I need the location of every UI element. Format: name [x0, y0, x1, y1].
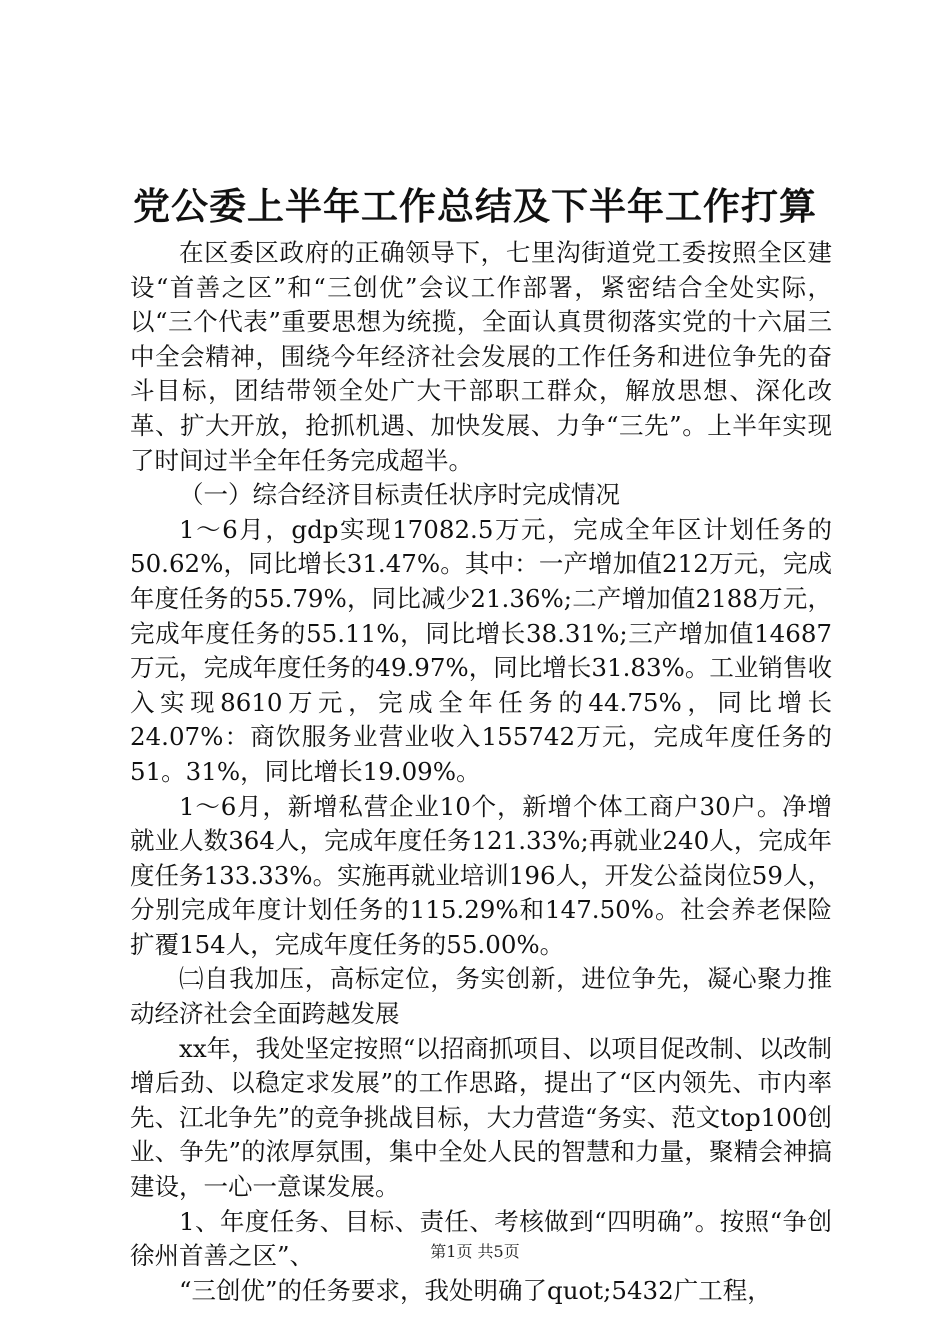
paragraph-economy: 1～6月，gdp实现17082.5万元，完成全年区计划任务的50.62%，同比增长31.47%。其中：一产增加值212万元，完成年度任务的55.79%，同比减少21.36%;二产增加值2188万元，完成年度任务的55.11%，同比增长38.31%;三产增加值14687万元，完成年度任务的49.97%，同比增长31.83%。工业销售收入实现8610万元，完成全年任务的44.75%，同比增长24.07%：商饮服务业营业收入155742万元，完成年度任务的51。31%，同比增长19.09%。 — [130, 514, 832, 786]
paragraph-tasks-cont: “三创优”的任务要求，我处明确了quot;5432广工程， — [179, 1275, 772, 1305]
paragraph-intro: 在区委区政府的正确领导下，七里沟街道党工委按照全区建设“首善之区”和“三创优”会议工作部署，紧密结合全处实际，以“三个代表”重要思想为统揽，全面认真贯彻落实党的十六届三中全会精神，围绕今年经济社会发展的工作任务和进位争先的奋斗目标，团结带领全处广大干部职工群众，解放思想、深化改革、扩大开放，抢抓机遇、加快发展、力争“三先”。上半年实现了时间过半全年任务完成超半。 — [130, 238, 832, 475]
document-title: 党公委上半年工作总结及下半年工作打算 — [133, 184, 817, 228]
paragraph-tasks: 1、年度任务、目标、责任、考核做到“四明确”。按照“争创徐州首善之区”、 — [130, 1206, 832, 1271]
paragraph-strategy: xx年，我处坚定按照“以招商抓项目、以项目促改制、以改制增后劲、以稳定求发展”的工作思路，提出了“区内领先、市内率先、江北争先”的竞争挑战目标，大力营造“务实、范文top100创业、争先”的浓厚氛围，集中全处人民的智慧和力量，聚精会神搞建设，一心一意谋发展。 — [130, 1033, 832, 1202]
page-number-footer: 第1页 共5页 — [430, 1242, 520, 1261]
section-heading-1: （一）综合经济目标责任状序时完成情况 — [179, 480, 620, 510]
section-heading-2: ㈡自我加压，高标定位，务实创新，进位争先，凝心聚力推动经济社会全面跨越发展 — [130, 964, 832, 1029]
document-body — [130, 236, 832, 1308]
paragraph-employment: 1～6月，新增私营企业10个，新增个体工商户30户。净增就业人数364人，完成年度任务121.33%;再就业240人，完成年度任务133.33%。实施再就业培训196人，开发公益岗位59人，分别完成年度计划任务的115.29%和147.50%。社会养老保险扩覆154人，完成年度任务的55.00%。 — [130, 791, 832, 959]
